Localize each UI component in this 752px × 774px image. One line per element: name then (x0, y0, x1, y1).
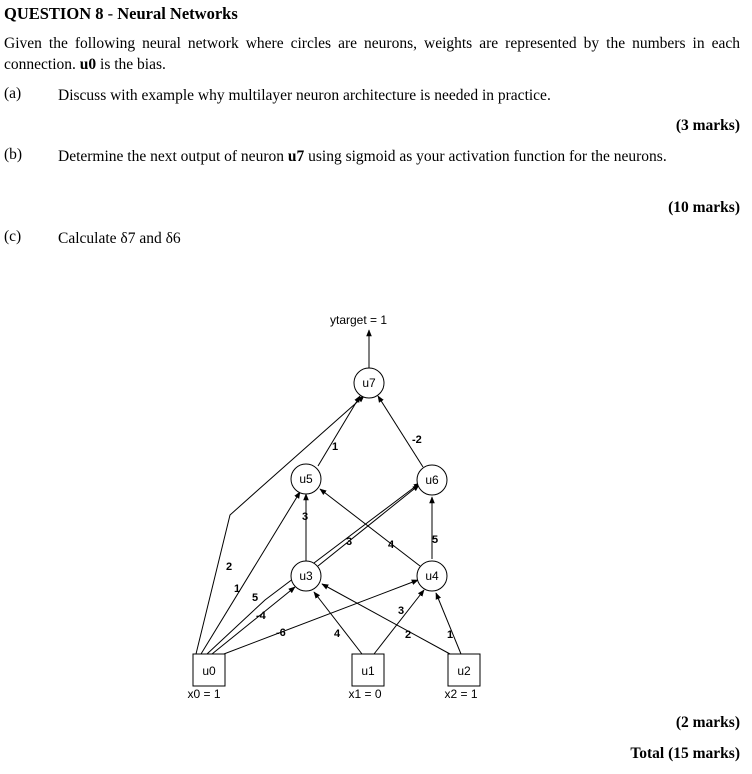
input-node-u2-label: u2 (457, 664, 471, 678)
weight-u0-u6: 5 (252, 592, 259, 604)
heading-separator: - (103, 4, 118, 23)
target-label: ytarget = 1 (330, 313, 388, 327)
question-topic: Neural Networks (117, 4, 238, 23)
part-b-text-before: Determine the next output of neuron (58, 148, 288, 165)
weight-u0-u5: 1 (234, 583, 241, 595)
part-a-label: (a) (4, 85, 22, 102)
weight-u2-u3: 2 (405, 629, 412, 641)
input-value-x1: x1 = 0 (348, 687, 382, 701)
edge-u2-u3 (322, 584, 450, 654)
weight-u2-u4: 1 (447, 629, 454, 641)
weight-u4-u5: 4 (388, 539, 395, 551)
question-number: QUESTION 8 (4, 4, 104, 23)
input-node-u0-label: u0 (202, 664, 216, 678)
weight-u1-u4: 3 (398, 605, 405, 617)
input-value-x0: x0 = 1 (187, 687, 221, 701)
edge-u1-u3 (314, 592, 362, 654)
neuron-u7-label: u7 (362, 376, 376, 390)
edge-u6-u7 (378, 396, 423, 467)
part-c-text: Calculate δ7 and δ6 (58, 230, 181, 247)
total-marks: Total (15 marks) (630, 745, 740, 762)
neuron-u5-label: u5 (299, 472, 313, 486)
weight-u0-u3: -4 (256, 610, 266, 622)
intro-text: Given the following neural network where circles are neurons, weights are represented by the numbers in each connection. (4, 35, 740, 73)
weight-u5-u7: 1 (332, 441, 339, 453)
weight-u6-u7: -2 (412, 434, 422, 446)
input-node-u1-label: u1 (361, 664, 375, 678)
bias-name: u0 (79, 56, 97, 73)
part-a-text: Discuss with example why multilayer neuron architecture is needed in practice. (58, 87, 551, 104)
part-b-neuron: u7 (287, 148, 305, 165)
edge-u0-u4 (216, 580, 418, 657)
neuron-u6-label: u6 (425, 473, 439, 487)
part-a-marks: (3 marks) (675, 117, 740, 134)
weight-u3-u6: 3 (346, 536, 353, 548)
intro-bias-suffix: is the bias. (96, 56, 166, 73)
part-c-label: (c) (4, 228, 22, 245)
weight-u1-u3: 4 (334, 628, 341, 640)
weight-u4-u6: 5 (432, 534, 439, 546)
edge-u1-u4 (374, 590, 424, 654)
edge-u4-u5 (320, 489, 420, 566)
part-b-label: (b) (4, 146, 23, 163)
weight-u0-u7: 2 (226, 561, 233, 573)
input-value-x2: x2 = 1 (444, 687, 478, 701)
part-b-marks: (10 marks) (668, 199, 740, 216)
weight-u0-u4: -6 (276, 627, 286, 639)
neuron-u4-label: u4 (425, 569, 439, 583)
weight-u3-u5: 3 (302, 511, 309, 523)
part-c-marks: (2 marks) (675, 714, 740, 731)
part-b-text-after: using sigmoid as your activation function for the neurons. (304, 148, 667, 165)
neuron-u3-label: u3 (299, 569, 313, 583)
edge-u2-u4 (436, 593, 461, 654)
